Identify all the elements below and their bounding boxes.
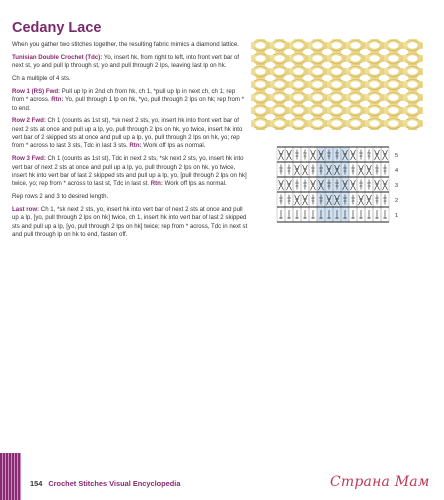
stitch-symbol: [287, 210, 291, 219]
stitch-symbol: [383, 180, 388, 190]
row3-rtn-label: Rtn:: [150, 180, 163, 188]
intro-paragraph: When you gather two stitches together, the resulting fabric mimics a diamond lattice.: [12, 41, 239, 48]
stitch-symbol: [367, 150, 371, 160]
stitch-symbol: [311, 195, 315, 205]
stitch-symbol: [383, 150, 388, 160]
stitch-swatch-photo: [251, 39, 423, 130]
stitch-symbol: [375, 210, 379, 219]
stitch-symbol: [311, 150, 316, 160]
row1-rtn-text: Yo, pull through 1 lp on hk, *yo, pull through 2 lps on hk; rep from * to end.: [12, 96, 245, 112]
stitch-symbol: [351, 210, 355, 219]
stitch-symbol: [303, 195, 308, 205]
stitch-symbol: [279, 150, 284, 160]
stitch-symbol: [383, 165, 387, 175]
stitch-symbol: [367, 180, 371, 190]
stitch-symbol: [359, 195, 364, 205]
stitch-symbol: [383, 210, 387, 219]
stitch-symbol: [367, 195, 372, 205]
row3-text: Ch 1 (counts as 1st st), Tdc in next 2 sts, *sk next 2 sts, yo, insert hk into vert bar of next 2 sts at once and pull up a lp, yo, pull through 2 lps on hk, yo twice, insert hk into vert bar of last 2 skipped sts and pull up a lp, yo, [pull through 2 lps on hk] twice, yo; rep from * across to last st, Tdc in last st.: [12, 155, 247, 188]
row-number-2: 2: [395, 198, 399, 204]
last-row-text: Ch 1, *sk next 2 sts, yo, insert hk into vert bar of next 2 sts at once and pull up a lp, [yo, pull through 2 lps on hk] twice, ch 1, insert hk into vert bar of last 2 skipped sts and pull up a lp, [yo, pull through 2 lps on hk] twice; rep from * across, Tdc in next st and pull through lp on hk to end, fasten off.: [12, 205, 248, 238]
lace-swatch-image: [251, 39, 423, 130]
stitch-symbol: [367, 165, 372, 175]
stitch-symbol: [359, 180, 363, 190]
tdc-label: Tunisian Double Crochet (Tdc):: [12, 53, 103, 61]
stitch-symbol: [311, 180, 316, 190]
stitch-symbol: [279, 195, 283, 205]
row2-rtn-label: Rtn:: [129, 142, 142, 150]
row-number-5: 5: [395, 153, 399, 159]
stitch-symbol: [359, 165, 364, 175]
stitch-symbol: [351, 180, 356, 190]
stitch-symbol: [311, 210, 315, 219]
tdc-paragraph: [12, 54, 248, 71]
row-number-4: 4: [395, 168, 399, 174]
stitch-symbol: [295, 210, 299, 219]
stitch-symbol: [351, 195, 355, 205]
stitch-symbol: [351, 165, 355, 175]
stitch-symbol: [303, 150, 307, 160]
row2-label: Row 2 Fwd:: [12, 117, 46, 125]
instructions: [12, 41, 248, 244]
row1-text: Pull up lp in 2nd ch from hk, ch 1, *pull up lp in next ch, ch 1; rep from * across.: [12, 87, 236, 104]
stitch-symbol: [295, 195, 300, 205]
stitch-symbol: [295, 150, 299, 160]
row-number-1: 1: [395, 213, 399, 219]
page-number: 154: [30, 479, 43, 488]
stitch-symbol: [287, 180, 292, 190]
row2-rtn-text: Work off lps as normal.: [141, 142, 206, 150]
stitch-symbol: [287, 165, 291, 175]
page-footer: [30, 479, 180, 488]
row3-paragraph: [12, 155, 248, 188]
page-edge-bar: [0, 453, 21, 500]
stitch-chart-svg: [275, 145, 405, 225]
row3-rtn-text: Work off lps as normal.: [162, 180, 227, 188]
stitch-symbol: [303, 165, 308, 175]
stitch-symbol: [359, 150, 363, 160]
last-row-paragraph: [12, 206, 248, 239]
row2-paragraph: [12, 117, 248, 150]
stitch-symbol: [375, 195, 379, 205]
tdc-text: Yo, insert hk, from right to left, into front vert bar of next st, yo and pull lp through st, yo and pull through 2 lps, leaving last lp on hk.: [12, 53, 240, 70]
stitch-symbol: [359, 210, 363, 219]
row1-label: Row 1 (RS) Fwd:: [12, 87, 61, 95]
row1-rtn-label: Rtn:: [51, 96, 64, 104]
site-watermark: Страна Мам: [330, 474, 430, 490]
page-title: Cedany Lace: [12, 20, 102, 36]
row2-text: Ch 1 (counts as 1st st), *sk next 2 sts, yo, insert hk into front vert bar of next 2 sts at once and pull up a lp, yo, pull through 2 lps on hk, yo twice, insert hk into vert bar of 2 skipped sts at once and pull up a lp, yo, pull through 2 lps on hk, yo; rep from * across to last 3 sts, Tdc in last 3 sts.: [12, 117, 243, 150]
repeat-paragraph: Rep rows 2 and 3 to desired length.: [12, 193, 109, 201]
last-row-label: Last row:: [12, 205, 40, 213]
stitch-symbol: [351, 150, 356, 160]
book-title: Crochet Stitches Visual Encyclopedia: [48, 479, 181, 488]
row3-label: Row 3 Fwd:: [12, 155, 46, 163]
stitch-symbol: [279, 180, 284, 190]
stitch-symbol: [279, 165, 283, 175]
stitch-symbol: [375, 150, 380, 160]
multiple-paragraph: Ch a multiple of 4 sts.: [12, 75, 71, 83]
stitch-symbol: [279, 210, 283, 219]
stitch-symbol: [375, 180, 380, 190]
row1-paragraph: [12, 88, 248, 113]
stitch-diagram: [275, 145, 405, 230]
stitch-symbol: [311, 165, 315, 175]
stitch-symbol: [383, 195, 387, 205]
stitch-symbol: [367, 210, 371, 219]
row-number-3: 3: [395, 183, 399, 189]
stitch-symbol: [375, 165, 379, 175]
stitch-symbol: [295, 180, 299, 190]
stitch-symbol: [295, 165, 300, 175]
stitch-symbol: [303, 210, 307, 219]
stitch-symbol: [287, 195, 291, 205]
stitch-symbol: [287, 150, 292, 160]
stitch-symbol: [303, 180, 307, 190]
